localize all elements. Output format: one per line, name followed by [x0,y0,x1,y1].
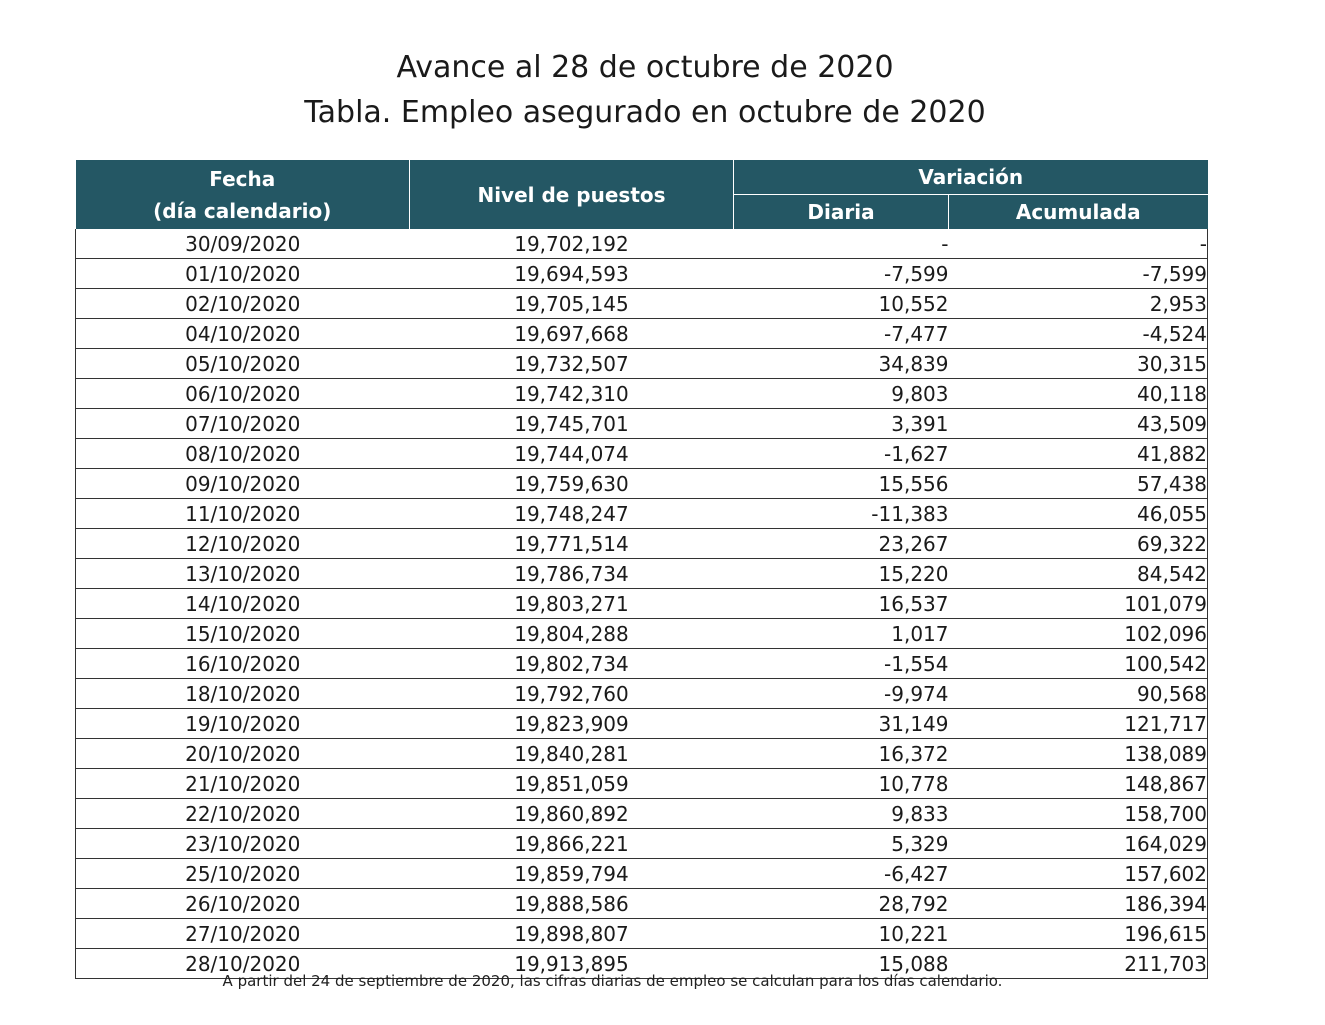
header-diaria: Diaria [734,195,949,230]
cell-acumulada: 211,703 [949,949,1208,979]
cell-nivel: 19,792,760 [410,679,734,709]
cell-fecha: 12/10/2020 [76,529,410,559]
cell-acumulada: 43,509 [949,409,1208,439]
cell-fecha: 01/10/2020 [76,259,410,289]
cell-diaria: 1,017 [734,619,949,649]
cell-acumulada: 69,322 [949,529,1208,559]
table-row [76,739,1208,769]
cell-nivel: 19,859,794 [410,859,734,889]
cell-fecha: 21/10/2020 [76,769,410,799]
header-fecha [76,160,410,229]
table-row [76,469,1208,499]
cell-nivel: 19,694,593 [410,259,734,289]
cell-diaria: 34,839 [734,349,949,379]
cell-fecha: 04/10/2020 [76,319,410,349]
title-line-1: Avance al 28 de octubre de 2020 [396,50,894,85]
table-row [76,379,1208,409]
cell-acumulada: 102,096 [949,619,1208,649]
cell-nivel: 19,748,247 [410,499,734,529]
cell-diaria: 16,537 [734,589,949,619]
cell-fecha: 27/10/2020 [76,919,410,949]
cell-fecha: 16/10/2020 [76,649,410,679]
cell-acumulada: -7,599 [949,259,1208,289]
table-row [76,289,1208,319]
cell-acumulada: 101,079 [949,589,1208,619]
cell-nivel: 19,898,807 [410,919,734,949]
cell-nivel: 19,804,288 [410,619,734,649]
cell-nivel: 19,697,668 [410,319,734,349]
cell-diaria: 28,792 [734,889,949,919]
cell-fecha: 28/10/2020 [76,949,410,979]
table-row [76,889,1208,919]
table-row [76,439,1208,469]
cell-fecha: 14/10/2020 [76,589,410,619]
table-row [76,679,1208,709]
cell-diaria: 15,556 [734,469,949,499]
cell-diaria: -7,599 [734,259,949,289]
table-row [76,649,1208,679]
cell-diaria: 3,391 [734,409,949,439]
table-row [76,259,1208,289]
table-header [76,160,1208,229]
header-nivel: Nivel de puestos [410,160,734,229]
cell-nivel: 19,786,734 [410,559,734,589]
cell-acumulada: 158,700 [949,799,1208,829]
cell-acumulada: - [949,229,1208,259]
header-acumulada: Acumulada [949,195,1208,230]
cell-fecha: 22/10/2020 [76,799,410,829]
cell-nivel: 19,744,074 [410,439,734,469]
cell-nivel: 19,840,281 [410,739,734,769]
cell-acumulada: 186,394 [949,889,1208,919]
cell-acumulada: 2,953 [949,289,1208,319]
table-row [76,619,1208,649]
cell-fecha: 25/10/2020 [76,859,410,889]
cell-fecha: 26/10/2020 [76,889,410,919]
footnote: A partir del 24 de septiembre de 2020, las cifras diarias de empleo se calculan para los días calendario. [222,972,1003,990]
table-row [76,349,1208,379]
cell-acumulada: -4,524 [949,319,1208,349]
table-row [76,499,1208,529]
table-row [76,319,1208,349]
cell-diaria: 15,088 [734,949,949,979]
cell-fecha: 20/10/2020 [76,739,410,769]
cell-fecha: 02/10/2020 [76,289,410,319]
cell-diaria: -1,627 [734,439,949,469]
table-body [76,229,1208,979]
cell-acumulada: 30,315 [949,349,1208,379]
cell-acumulada: 41,882 [949,439,1208,469]
table-row [76,559,1208,589]
cell-fecha: 06/10/2020 [76,379,410,409]
cell-fecha: 09/10/2020 [76,469,410,499]
cell-diaria: 16,372 [734,739,949,769]
cell-diaria: 10,221 [734,919,949,949]
cell-nivel: 19,732,507 [410,349,734,379]
cell-fecha: 15/10/2020 [76,619,410,649]
table-row [76,589,1208,619]
table-row [76,529,1208,559]
cell-acumulada: 100,542 [949,649,1208,679]
cell-fecha: 07/10/2020 [76,409,410,439]
cell-nivel: 19,745,701 [410,409,734,439]
cell-fecha: 23/10/2020 [76,829,410,859]
cell-fecha: 13/10/2020 [76,559,410,589]
cell-nivel: 19,803,271 [410,589,734,619]
cell-fecha: 05/10/2020 [76,349,410,379]
cell-acumulada: 164,029 [949,829,1208,859]
cell-acumulada: 196,615 [949,919,1208,949]
cell-nivel: 19,742,310 [410,379,734,409]
cell-diaria: -11,383 [734,499,949,529]
cell-diaria: 9,803 [734,379,949,409]
cell-fecha: 18/10/2020 [76,679,410,709]
cell-nivel: 19,851,059 [410,769,734,799]
header-fecha-line1: Fecha [209,166,276,191]
cell-fecha: 08/10/2020 [76,439,410,469]
table-row [76,229,1208,259]
cell-nivel: 19,888,586 [410,889,734,919]
cell-nivel: 19,759,630 [410,469,734,499]
cell-acumulada: 46,055 [949,499,1208,529]
cell-acumulada: 57,438 [949,469,1208,499]
cell-nivel: 19,823,909 [410,709,734,739]
header-fecha-line2: (día calendario) [153,198,332,223]
cell-diaria: -9,974 [734,679,949,709]
cell-acumulada: 148,867 [949,769,1208,799]
cell-diaria: 5,329 [734,829,949,859]
table-row [76,799,1208,829]
cell-diaria: 15,220 [734,559,949,589]
cell-fecha: 19/10/2020 [76,709,410,739]
title-line-2: Tabla. Empleo asegurado en octubre de 2020 [304,95,986,130]
employment-table [75,160,1208,979]
cell-diaria: 31,149 [734,709,949,739]
cell-diaria: 9,833 [734,799,949,829]
table-row [76,829,1208,859]
cell-nivel: 19,913,895 [410,949,734,979]
cell-diaria: 10,552 [734,289,949,319]
table-row [76,409,1208,439]
cell-nivel: 19,802,734 [410,649,734,679]
table-row [76,919,1208,949]
cell-nivel: 19,860,892 [410,799,734,829]
table-row [76,709,1208,739]
table-row [76,859,1208,889]
cell-acumulada: 157,602 [949,859,1208,889]
cell-diaria: -1,554 [734,649,949,679]
cell-acumulada: 138,089 [949,739,1208,769]
cell-nivel: 19,705,145 [410,289,734,319]
cell-acumulada: 121,717 [949,709,1208,739]
cell-diaria: 23,267 [734,529,949,559]
cell-nivel: 19,866,221 [410,829,734,859]
cell-acumulada: 84,542 [949,559,1208,589]
table-row [76,769,1208,799]
cell-acumulada: 90,568 [949,679,1208,709]
cell-diaria: -7,477 [734,319,949,349]
cell-nivel: 19,771,514 [410,529,734,559]
cell-diaria: -6,427 [734,859,949,889]
cell-acumulada: 40,118 [949,379,1208,409]
header-variacion: Variación [734,160,1208,195]
cell-diaria: 10,778 [734,769,949,799]
cell-fecha: 30/09/2020 [76,229,410,259]
cell-nivel: 19,702,192 [410,229,734,259]
cell-fecha: 11/10/2020 [76,499,410,529]
cell-diaria: - [734,229,949,259]
